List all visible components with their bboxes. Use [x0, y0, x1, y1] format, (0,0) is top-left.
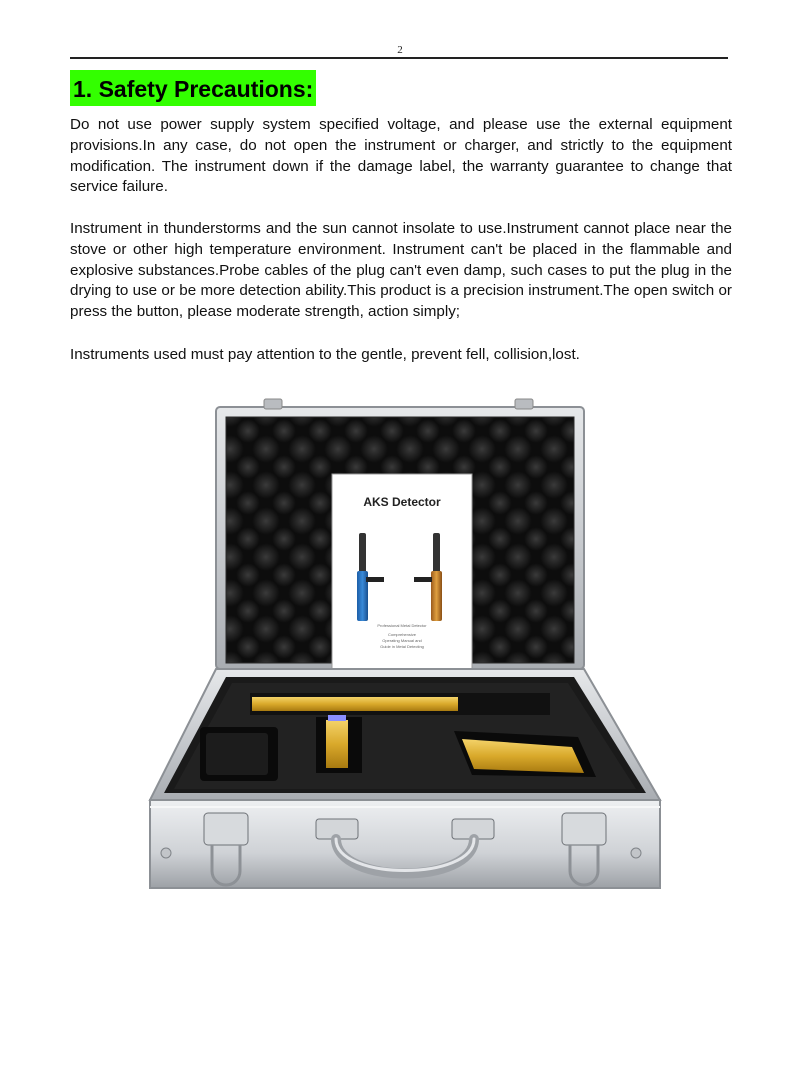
section-heading: 1. Safety Precautions:: [70, 70, 316, 106]
paragraph-power-supply: Do not use power supply system specified voltage, and please use the external equipment provisions.In any case, do not open the instrument or charger, and strictly to the equipment modification. The instrument down if the damage label, the warranty guarantee to change that service failure.: [70, 116, 732, 196]
case-base: [150, 669, 660, 888]
user-manual-booklet: [332, 474, 472, 674]
paragraph-environment: Instrument in thunderstorms and the sun cannot insolate to use.Instrument cannot place near the stove or other high temperature environment. Instrument can't be placed in the flammable and explosive substances.Probe cables of the plug can't even damp, such cases to put the plug in the drying to use or be more detection ability.This product is a precision instrument.The open switch or press the button, please moderate strength, action simply;: [70, 220, 732, 321]
manual-subtitle: Professional Metal Detector: [377, 623, 427, 628]
svg-text:Guide in Metal Detecting: Guide in Metal Detecting: [380, 644, 424, 649]
manual-title: AKS Detector: [363, 495, 441, 509]
product-case-photo: [140, 395, 680, 905]
paragraph-handling: Instruments used must pay attention to the gentle, prevent fell, collision,lost.: [70, 346, 580, 363]
svg-text:Operating Manual and: Operating Manual and: [382, 638, 422, 643]
svg-text:Comprehensive: Comprehensive: [387, 632, 417, 637]
page-number: 2: [397, 44, 403, 56]
header-rule: [70, 57, 728, 59]
